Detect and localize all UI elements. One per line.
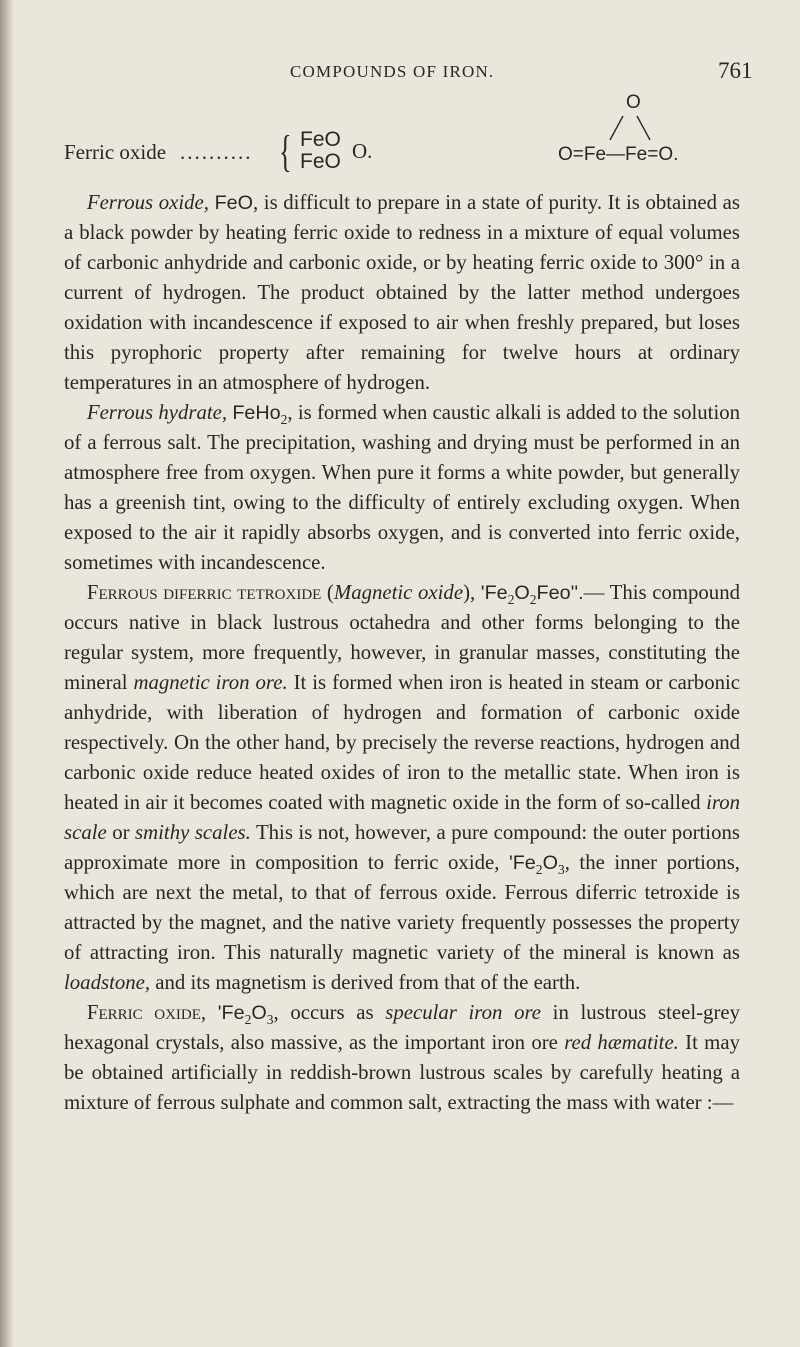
- italic-term: magnetic iron ore.: [133, 671, 288, 694]
- italic-term: red hæmatite.: [564, 1031, 679, 1054]
- formula-subscript: 2: [280, 412, 288, 428]
- formula-feo-bottom: FeO: [300, 150, 341, 173]
- chemical-formula: 'Fe: [508, 852, 536, 874]
- formula-subscript: 2: [529, 592, 537, 608]
- formula-feo-top: FeO: [300, 128, 341, 151]
- chemical-formula: O: [514, 582, 530, 604]
- text-run: , is difficult to prepare in a state of purity. It is obtained as a black powder by heating ferric oxide to redness in a mixture of equal volumes of carbonic anhydride and carbonic oxide, or by heating ferric oxide to 300° in a current of hydrogen. The product obtained by the latter method undergoes oxidation with incandescence if exposed to air when freshly prepared, but loses this pyrophoric property after remaining for twelve hours at ordinary temperatures in an atmosphere of hydrogen.: [64, 191, 740, 394]
- chemical-formula: O: [542, 852, 558, 874]
- left-brace: {: [279, 127, 292, 176]
- formula-subscript: 2: [507, 592, 515, 608]
- text-run: and its magnetism is derived from that of the earth.: [150, 971, 581, 994]
- structural-formula: [548, 88, 738, 178]
- italic-term: specular iron ore: [385, 1001, 542, 1024]
- italic-term: Magnetic oxide: [333, 581, 464, 604]
- page-number: 761: [718, 58, 753, 83]
- chemical-formula: 'Fe: [217, 1002, 245, 1024]
- text-run: — This compound occurs native in black lustrous octahedra and other forms belonging to the regular system, more frequently, however, in granular masses, constituting the mineral: [64, 581, 741, 694]
- text-body: [64, 188, 740, 1118]
- formula-subscript: 3: [557, 862, 565, 878]
- bond-right: [637, 116, 650, 140]
- paragraph: [64, 398, 740, 578]
- text-run: ,: [200, 1001, 218, 1024]
- formula-subscript: 2: [535, 862, 543, 878]
- text-run: It may be obtained artificially in reddish-brown lustrous scales by carefully heating a mixture of ferrous sulphate and common salt, extracting the mass with water :—: [64, 1031, 740, 1114]
- italic-term: smithy scales.: [135, 821, 251, 844]
- formula-bridging-oxygen: O.: [352, 139, 373, 163]
- section-heading: Ferric oxide: [86, 1001, 201, 1024]
- dot-leaders: ..........: [180, 140, 253, 164]
- italic-term: loadstone,: [64, 971, 151, 994]
- chemical-formula: O: [251, 1002, 267, 1024]
- bond-left: [610, 116, 623, 140]
- text-run: , the inner portions, which are next the metal, to that of ferrous oxide. Ferrous diferric tetroxide is attracted by the magnet, and the native variety frequently possesses the property of attracting iron. This naturally magnetic variety of the mineral is known as: [64, 851, 740, 964]
- paragraph: [64, 188, 740, 398]
- text-run: or: [106, 821, 136, 844]
- section-heading: Ferrous diferric tetroxide: [86, 581, 322, 604]
- binding-shadow: [0, 0, 14, 1347]
- formula-subscript: 2: [244, 1012, 252, 1028]
- italic-term: Ferrous hydrate,: [86, 401, 228, 424]
- paragraph: [64, 578, 740, 998]
- chemical-formula: FeHo: [232, 402, 281, 424]
- text-run: , occurs as: [273, 1001, 386, 1024]
- chemical-formula: 'Fe: [480, 582, 508, 604]
- formula-label: Ferric oxide: [64, 140, 167, 164]
- paragraph: [64, 998, 740, 1118]
- text-run: ),: [463, 581, 481, 604]
- running-head: [0, 58, 800, 82]
- chemical-formula: Feo''.: [536, 582, 584, 604]
- text-run: This is not, however, a pure compound: the outer portions approximate more in composition to ferric oxide,: [64, 821, 740, 874]
- structure-top-oxygen: O: [626, 92, 641, 113]
- chemical-formula: FeO: [214, 192, 253, 214]
- running-title: COMPOUNDS OF IRON.: [290, 62, 495, 81]
- italic-term: iron scale: [64, 791, 740, 844]
- text-run: , is formed when caustic alkali is added to the solution of a ferrous salt. The precipitation, washing and drying must be performed in an atmosphere free from oxygen. When pure it forms a white powder, but generally has a greenish tint, owing to the difficulty of entirely excluding oxygen. When exposed to the air it rapidly absorbs oxygen, and is converted into ferric oxide, sometimes with incandescence.: [64, 401, 741, 574]
- structure-chain: O=Fe—Fe=O.: [558, 144, 679, 165]
- formula-subscript: 3: [266, 1012, 274, 1028]
- text-run: It is formed when iron is heated in steam or carbonic anhydride, with liberation of hydrogen and formation of carbonic oxide respectively. On the other hand, by precisely the reverse reactions, hydrogen and carbonic oxide reduce heated oxides of iron to the metallic state. When iron is heated in air it becomes coated with magnetic oxide in the form of so-called: [64, 671, 741, 814]
- text-run: (: [321, 581, 334, 604]
- italic-term: Ferrous oxide,: [86, 191, 209, 214]
- text-run: in lustrous steel-grey hexagonal crystals, also massive, as the important iron ore: [64, 1001, 740, 1054]
- ferric-oxide-formula: [0, 88, 800, 178]
